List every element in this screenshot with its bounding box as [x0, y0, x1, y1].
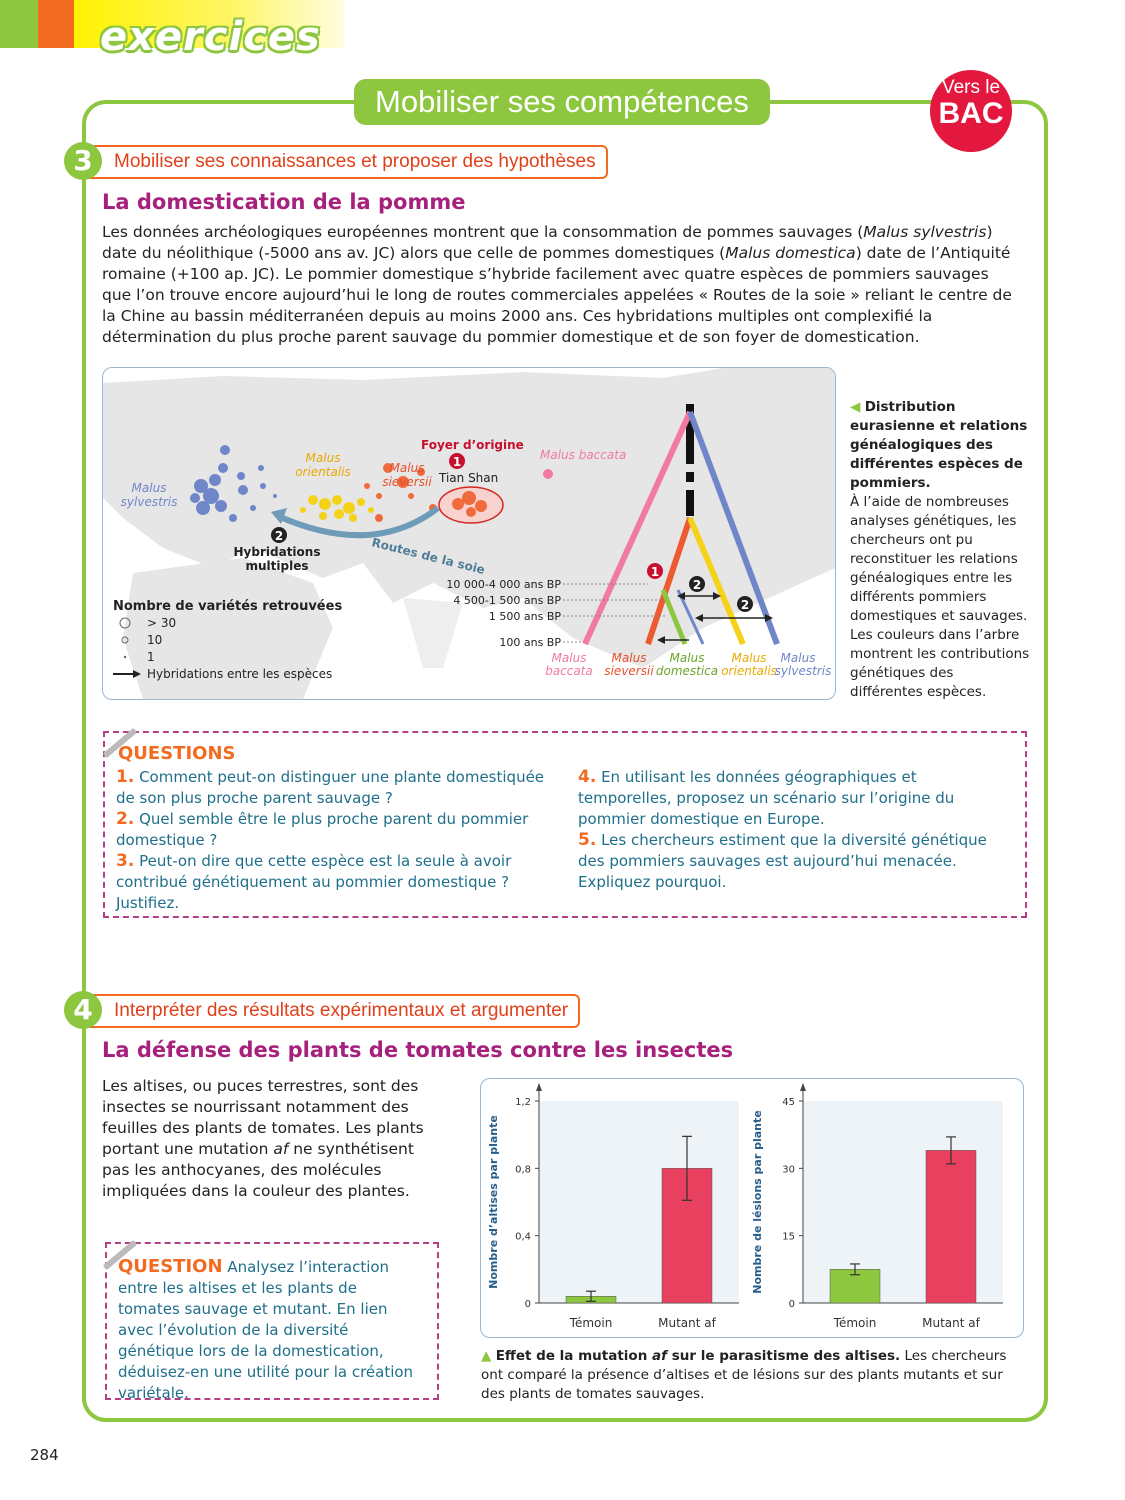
caption-text: À l’aide de nombreuses analyses génétiques, les chercheurs ont pu reconstituer les relations généalogiques entre les différents pommiers domestiques et sauvages. Les couleurs dans l’arbre montrent les contributions génétiques des différentes espèces.: [850, 494, 1030, 700]
label-sylvestris-1: Malus: [131, 481, 167, 495]
tree-sp1b: baccata: [545, 664, 593, 678]
india-landmass: [403, 598, 463, 668]
label-hybrid-2: multiples: [245, 559, 309, 573]
tree-marker-2a: 2: [692, 578, 702, 592]
tree-sp2a: Malus: [611, 651, 647, 665]
tree-sp4b: orientalis: [721, 664, 777, 678]
question-4-number: 4.: [578, 767, 597, 787]
header-green-block: [0, 0, 38, 48]
tree-sp2b: sieversii: [604, 664, 654, 678]
chart-0-ylabel: Nombre d’altises par plante: [487, 1115, 500, 1289]
chart-caption-bold-b: af: [652, 1348, 668, 1364]
chart-1-ytick-label-3: 45: [782, 1097, 795, 1108]
tree-marker-2b: 2: [740, 598, 750, 612]
label-sieversii-1: Malus: [389, 461, 425, 475]
tree-marker-1: 1: [650, 565, 660, 579]
map-tree-figure: [103, 368, 835, 699]
chart-1-ytick-label-0: 0: [788, 1299, 795, 1310]
time-1: 10 000-4 000 ans BP: [446, 578, 561, 591]
charts-panel: [480, 1078, 1024, 1338]
exercise-3-number: 3: [64, 142, 102, 180]
map-marker-2: 2: [274, 529, 284, 543]
exercise-4-number: 4: [64, 991, 102, 1029]
question-3: [116, 851, 560, 914]
question-2: [116, 809, 560, 851]
bac-badge: [930, 70, 1012, 152]
question-1: [116, 767, 560, 809]
tree-sp4a: Malus: [731, 651, 767, 665]
legend-10: 10: [147, 633, 163, 647]
chart-1-category-1: Mutant af: [922, 1316, 980, 1330]
chart-0-ytick-label-2: 0,8: [515, 1164, 531, 1176]
exercise-3-paragraph: [102, 222, 1022, 348]
question-4: [578, 767, 1014, 830]
chart-1-category-0: Témoin: [833, 1316, 877, 1330]
chart-caption-bold: [496, 1348, 901, 1364]
map-tree-panel: [102, 367, 836, 700]
legend-title: Nombre de variétés retrouvées: [113, 599, 343, 614]
bac-line2: BAC: [938, 97, 1004, 130]
question-4-text: En utilisant les données géographiques et temporelles, proposez un scénario sur l’origine du pommier domestique en Europe.: [578, 768, 955, 828]
para-text-e: ) date de l’Antiquité romaine (+100 ap. JC). Le pommier domestique s’hybride facilement avec quatre espèces de pommiers sauvages que l’on trouve encore aujourd’hui le long de routes commerciales appelées « Routes de la soie » reliant le centre de la Chine au bassin méditerranéen depuis au moins 2000 ans. Ces hybridations multiples ont complexifié la détermination du plus proche parent sauvage du pommier domestique et de son foyer de domestication.: [102, 244, 1012, 346]
exercise-4-label: Interpréter des résultats expérimentaux et argumenter: [84, 994, 580, 1028]
chart-0-ytick-label-3: 1,2: [515, 1097, 531, 1108]
chart-1-ylabel: Nombre de lésions par plante: [751, 1110, 764, 1294]
caption-arrow-icon: ◀: [850, 399, 861, 415]
bac-line1: Vers le: [941, 77, 1001, 98]
question-ex4: [118, 1256, 423, 1404]
question-5-text: Les chercheurs estiment que la diversité génétique des pommiers sauvages est aujourd’hui menacée. Expliquez pourquoi.: [578, 831, 987, 891]
label-sylvestris-2: sylvestris: [120, 495, 178, 509]
tree-sp5b: sylvestris: [774, 664, 832, 678]
exercise-4-title: La défense des plants de tomates contre les insectes: [102, 1038, 734, 1062]
chart-caption-bold-a: Effet de la mutation: [495, 1348, 653, 1364]
exercise-4-paragraph: [102, 1076, 442, 1202]
chart-0-category-1: Mutant af: [658, 1316, 716, 1330]
question-3-text: Peut-on dire que cette espèce est la seule à avoir contribué génétiquement au pommier domestique ? Justifiez.: [116, 852, 512, 912]
question-3-number: 3.: [116, 851, 135, 871]
exercise-3-title: La domestication de la pomme: [102, 190, 466, 214]
question-ex4-text: Analysez l’interaction entre les altises et les plants de tomates sauvage et mutant. En lien avec l’évolution de la diversité génétique lors de la domestication, déduisez-en une utilité pour la création variétale.: [118, 1258, 414, 1402]
label-routes: Routes de la soie: [370, 535, 487, 578]
time-3: 1 500 ans BP: [488, 610, 561, 623]
banner-title: Mobiliser ses compétences: [354, 79, 770, 125]
label-tian-shan: Tian Shan: [439, 471, 499, 485]
question-1-number: 1.: [116, 767, 135, 787]
para-text-a: Les données archéologiques européennes montrent que la consommation de pommes sauvages (: [102, 223, 864, 241]
ex4-para-a: Les altises, ou puces terrestres, sont des insectes se nourrissant notamment des feuilles des plants de tomates. Les plants portant une mutation: [102, 1077, 424, 1158]
question-1-text: Comment peut-on distinguer une plante domestiquée de son plus proche parent sauvage ?: [116, 768, 545, 807]
chart-caption: [481, 1347, 1021, 1404]
legend-30: > 30: [147, 616, 177, 630]
ex4-para-c: ne synthétisent pas les anthocyanes, des molécules impliquées dans la couleur des plantes.: [102, 1140, 414, 1200]
chart-caption-arrow-icon: ▲: [481, 1348, 492, 1364]
tree-sp5a: Malus: [780, 651, 816, 665]
map-caption: [850, 398, 1030, 702]
para-italic-d: Malus domestica: [725, 244, 856, 262]
header-orange-block: [38, 0, 74, 48]
questions-title: QUESTIONS: [118, 743, 236, 764]
question-2-text: Quel semble être le plus proche parent du pommier domestique ?: [116, 810, 529, 849]
question-5: [578, 830, 1014, 893]
legend-hybrid: Hybridations entre les espèces: [147, 667, 333, 681]
chart-0-ytick-label-0: 0: [524, 1299, 531, 1310]
time-2: 4 500-1 500 ans BP: [453, 594, 561, 607]
chart-1-ytick-label-1: 15: [782, 1231, 795, 1243]
time-4: 100 ans BP: [499, 636, 561, 649]
para-text-c: ) date du néolithique (-5000 ans av. JC) alors que celle de pommes domestiques (: [102, 223, 993, 262]
question-2-number: 2.: [116, 809, 135, 829]
tree-sp3b: domestica: [655, 664, 719, 678]
chart-caption-text: Les chercheurs ont comparé la présence d’altises et de lésions sur des plants mutants et sur des plants de tomates sauvages.: [481, 1348, 1007, 1402]
label-sieversii-2: sieversii: [382, 475, 432, 489]
para-italic-b: Malus sylvestris: [863, 223, 987, 241]
chart-1-ytick-label-2: 30: [782, 1164, 795, 1176]
question-ex4-title: QUESTION: [118, 1256, 223, 1277]
caption-bold: Distribution eurasienne et relations généalogiques des différentes espèces de pommiers.: [850, 399, 1028, 491]
chart-0-ytick-label-1: 0,4: [515, 1231, 531, 1243]
legend-1: 1: [147, 650, 155, 664]
ex4-para-b: af: [273, 1140, 289, 1158]
label-hybrid-1: Hybridations: [233, 545, 321, 559]
label-orientalis-1: Malus: [305, 451, 341, 465]
chart-0-y-arrow: [536, 1083, 542, 1091]
dot-baccata: [543, 469, 553, 479]
exercise-3-label: Mobiliser ses connaissances et proposer des hypothèses: [84, 145, 608, 179]
chart-caption-bold-c: sur le parasitisme des altises.: [667, 1348, 901, 1364]
bar-charts: [481, 1079, 1023, 1337]
section-title: exercices: [100, 14, 321, 60]
label-baccata: Malus baccata: [540, 448, 627, 462]
questions-col-left: [116, 767, 560, 914]
page-number: 284: [30, 1446, 59, 1464]
questions-col-right: [578, 767, 1014, 893]
chart-0-category-0: Témoin: [569, 1316, 613, 1330]
chart-1-y-arrow: [800, 1083, 806, 1091]
tree-sp3a: Malus: [669, 651, 705, 665]
chart-1-bar-1: [926, 1150, 976, 1303]
map-marker-1: 1: [452, 455, 462, 469]
question-5-number: 5.: [578, 830, 597, 850]
tree-sp1a: Malus: [551, 651, 587, 665]
label-foyer: Foyer d’origine: [421, 438, 524, 452]
label-orientalis-2: orientalis: [295, 465, 351, 479]
